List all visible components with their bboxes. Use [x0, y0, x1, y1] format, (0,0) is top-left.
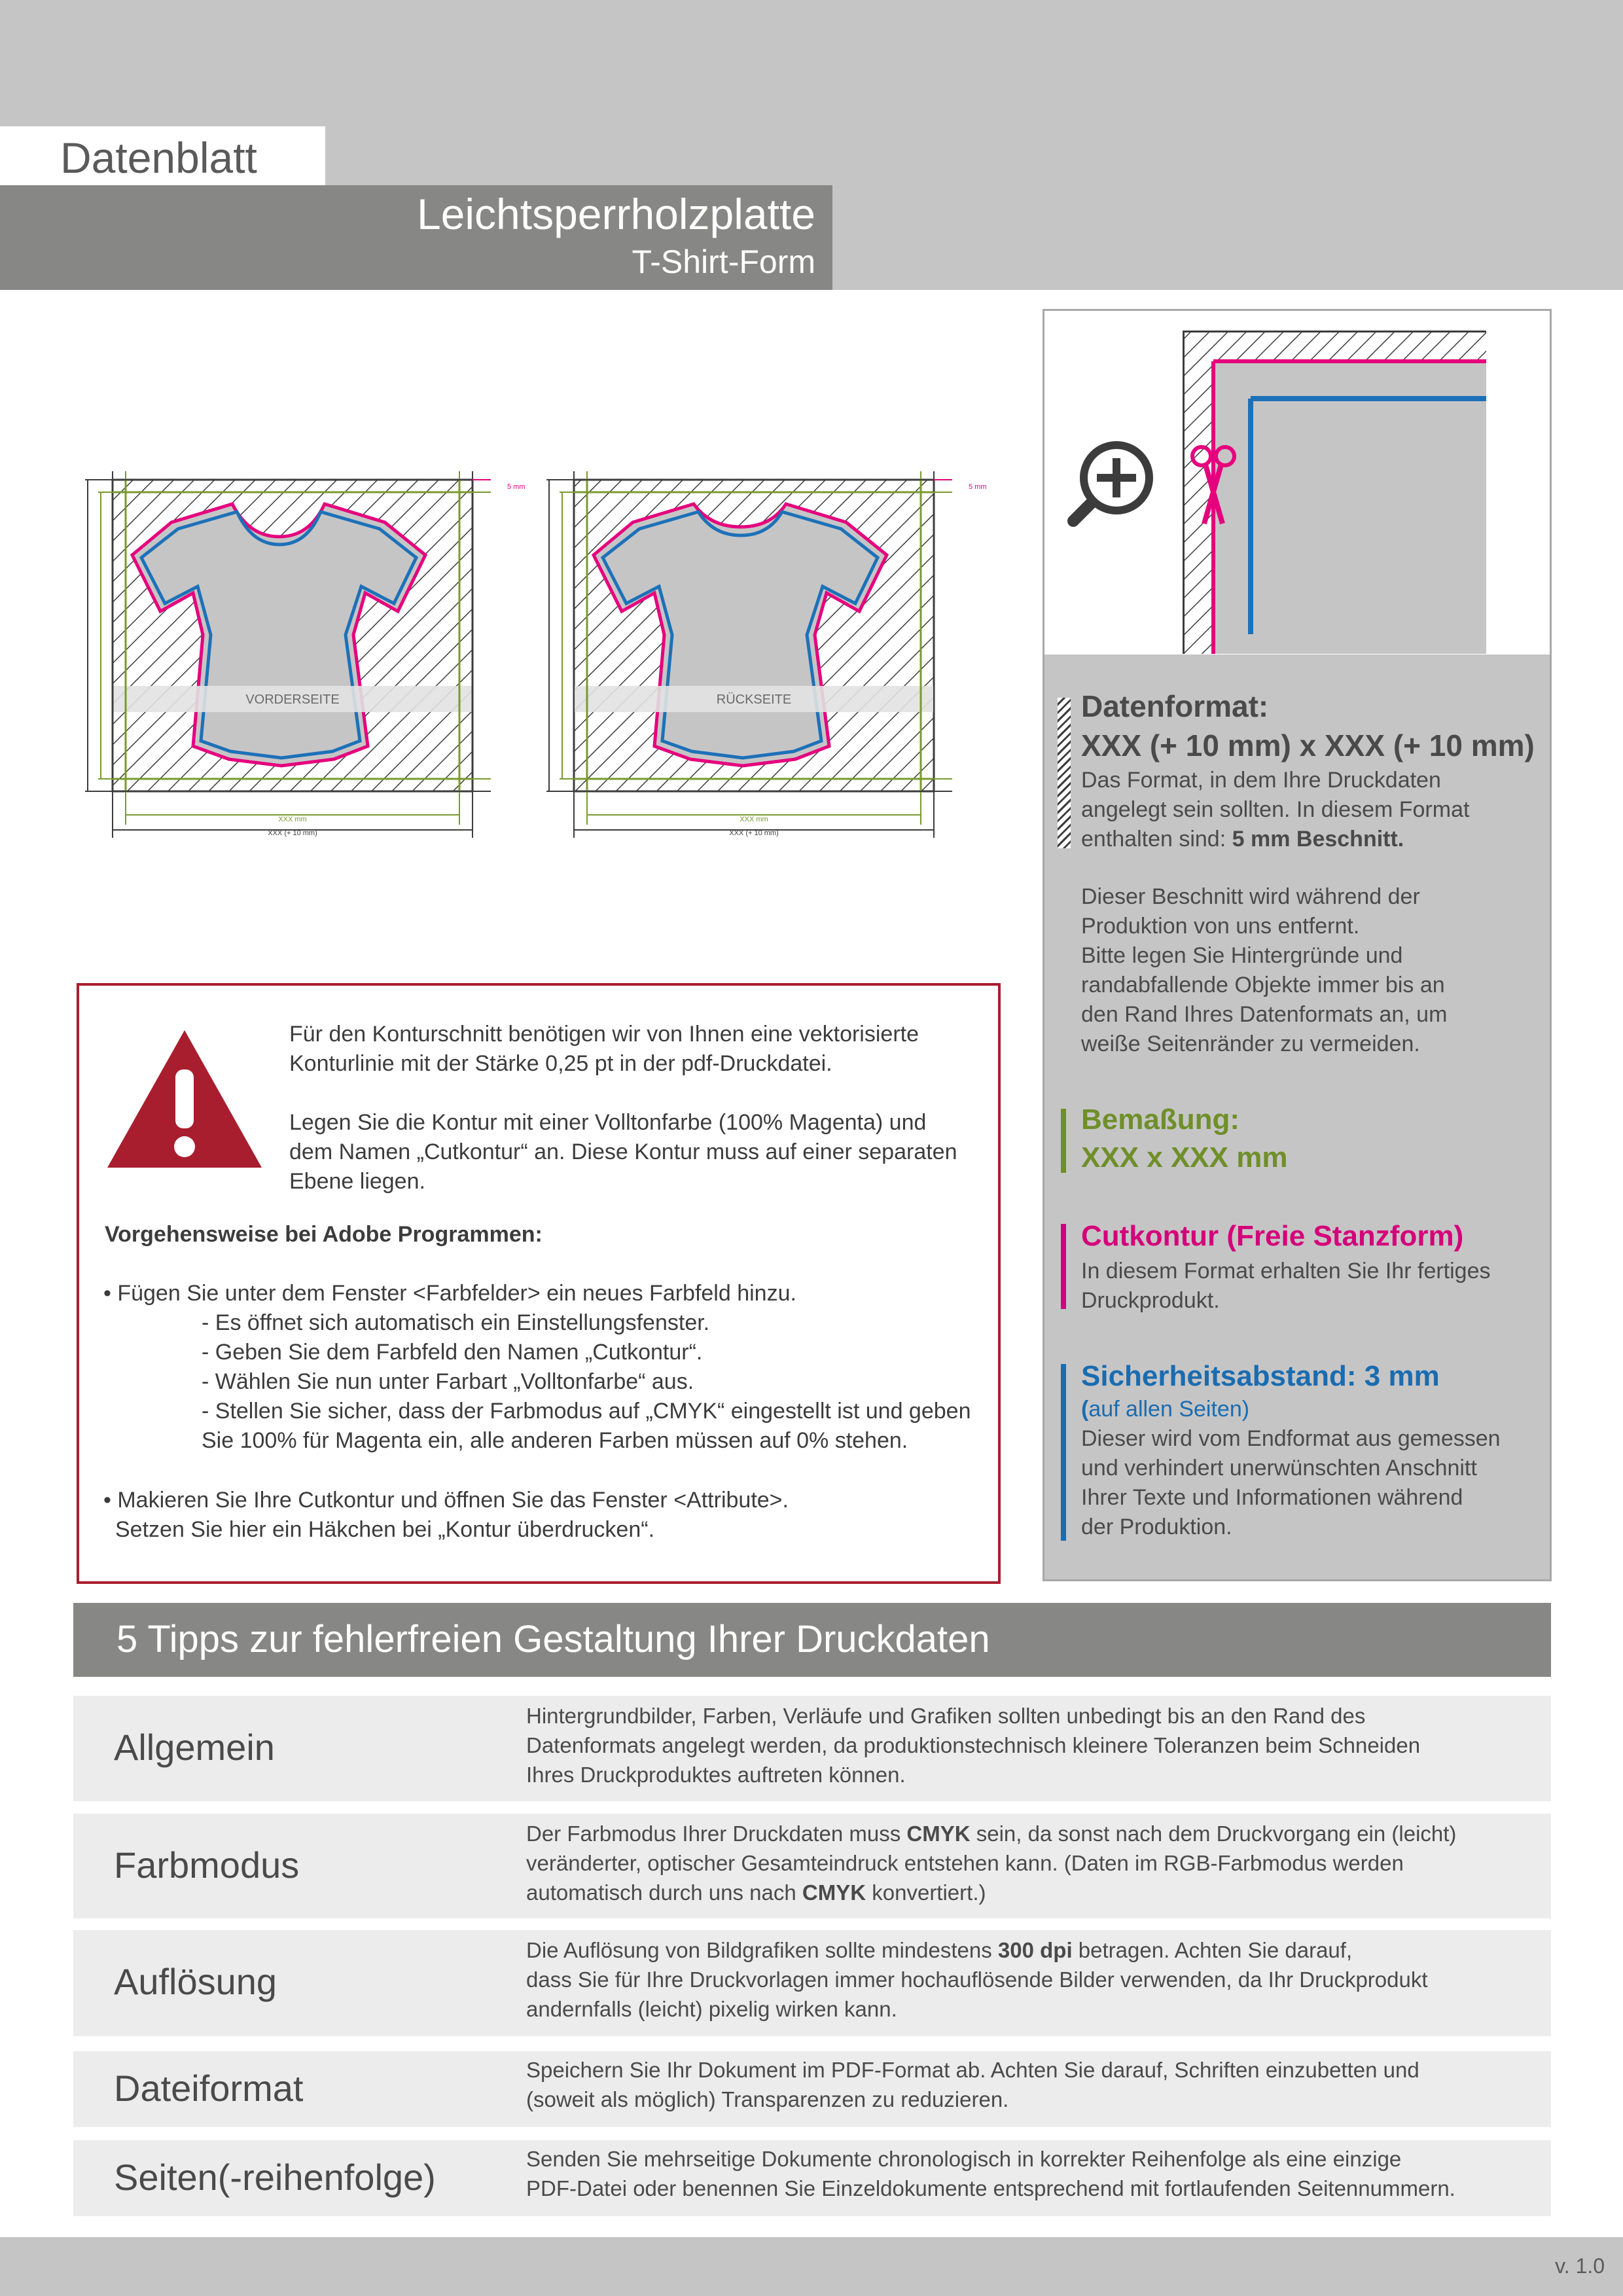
tip-text: Hintergrundbilder, Farben, Verläufe und Grafiken sollten unbedingt bis an den Rand des Datenformats angelegt werden, da produktionstechnisch kleinere Toleranzen beim Schneiden Ihres Druckproduktes auftreten können.: [526, 1704, 1421, 1787]
warning-intro: Für den Konturschnitt benötigen wir von Ihnen eine vektorisierte Konturlinie mit der Stärke 0,25 pt in der pdf-Druckdatei. Legen Sie die Kontur mit einer Volltonfarbe (100% Magenta) und dem Namen „Cutkontur“ an. Diese Kontur muss auf einer separaten Ebene liegen.: [289, 1022, 957, 1194]
datenformat-note: Dieser Beschnitt wird während der Produktion von uns entfernt. Bitte legen Sie Hintergründe und randabfallende Objekte immer bis an den Rand Ihres Datenformats an, um weiße Seitenränder zu vermeiden.: [1081, 884, 1448, 1056]
front-bleed-label: 5 mm: [507, 483, 526, 491]
tip-label: Seiten(-reihenfolge): [114, 2157, 436, 2198]
front-dim-outer: XXX (+ 10 mm): [268, 829, 317, 837]
document-type-tag: [0, 126, 325, 185]
tips-header: [73, 1603, 1551, 1677]
cutkontur-marker: [1061, 1224, 1066, 1309]
tip-label: Auflösung: [114, 1961, 277, 2002]
tshirt-template-diagram: [72, 439, 1027, 844]
tip-label: Farbmodus: [114, 1844, 300, 1886]
tip-label: Dateiformat: [114, 2068, 304, 2109]
page-title: Leichtsperrholzplatte: [416, 190, 815, 238]
back-bleed-label: 5 mm: [969, 483, 987, 491]
bemassung-title: Bemaßung:: [1081, 1103, 1240, 1136]
sicherheit-title: Sicherheitsabstand: 3 mm: [1081, 1360, 1440, 1392]
tip-row-allgemein: [73, 1696, 1551, 1801]
back-dim-outer: XXX (+ 10 mm): [729, 829, 779, 837]
version-label: v. 1.0: [1555, 2254, 1605, 2278]
tip-row-dateiformat: [73, 2051, 1551, 2127]
datenformat-value: XXX (+ 10 mm) x XXX (+ 10 mm): [1081, 728, 1535, 762]
datenformat-description: Das Format, in dem Ihre Druckdaten angelegt sein sollten. In diesem Format enthalten sind: 5 mm Beschnitt.: [1081, 768, 1470, 852]
back-dim-inner: XXX mm: [740, 816, 768, 823]
tip-text: Senden Sie mehrseitige Dokumente chronologisch in korrekter Reihenfolge als eine einzige PDF-Datei oder benennen Sie Einzeldokumente entsprechend mit fortlaufenden Seitennummern.: [526, 2147, 1455, 2200]
tip-label: Allgemein: [114, 1727, 275, 1768]
front-side-label: VORDERSEITE: [245, 692, 340, 707]
tips-title: 5 Tipps zur fehlerfreien Gestaltung Ihrer Druckdaten: [116, 1618, 990, 1660]
tip-row-seiten: [73, 2140, 1551, 2216]
warning-substeps: - Es öffnet sich automatisch ein Einstellungsfenster. - Geben Sie dem Farbfeld den Namen „Cutkontur“. - Wählen Sie nun unter Farbart „Volltonfarbe“ aus. - Stellen Sie sicher, dass der Farbmodus auf „CMYK“ eingestellt ist und geben Sie 100% für Magenta ein, alle anderen Farben müssen auf 0% stehen.: [202, 1310, 971, 1453]
footer-band: [0, 2237, 1623, 2296]
warning-icon: [105, 1028, 264, 1170]
tip-text: Der Farbmodus Ihrer Druckdaten muss CMYK sein, da sonst nach dem Druckvorgang ein (leicht) veränderter, optischer Gesamteindruck entstehen kann. (Daten im RGB-Farbmodus werden automatisch durch uns nach CMYK konvertiert.): [526, 1821, 1457, 1905]
document-type-label: Datenblatt: [60, 134, 257, 182]
datenformat-hatch-marker: [1058, 698, 1071, 848]
datenformat-title: Datenformat:: [1081, 689, 1269, 723]
tip-row-aufloesung: [73, 1930, 1551, 2036]
warning-heading: Vorgehensweise bei Adobe Programmen:: [105, 1222, 543, 1247]
warning-step-2: • Makieren Sie Ihre Cutkontur und öffnen Sie das Fenster <Attribute>. Setzen Sie hier ein Häkchen bei „Kontur überdrucken“.: [103, 1488, 789, 1542]
tip-row-farbmodus: [73, 1814, 1551, 1918]
cutkontur-description: In diesem Format erhalten Sie Ihr fertiges Druckprodukt.: [1081, 1259, 1491, 1313]
cutkontur-title: Cutkontur (Freie Stanzform): [1081, 1220, 1464, 1252]
tip-text: Die Auflösung von Bildgrafiken sollte mindestens 300 dpi betragen. Achten Sie darauf, dass Sie für Ihre Druckvorlagen immer hochauflösende Bilder verwenden, da Ihr Druckprodukt andernfalls (leicht) pixelig wirken kann.: [526, 1938, 1428, 2021]
title-block: [0, 185, 832, 290]
bemassung-marker: [1061, 1109, 1066, 1173]
sicherheit-description: (auf allen Seiten) Dieser wird vom Endformat aus gemessen und verhindert unerwünschten Anschnitt Ihrer Texte und Informationen während der Produktion.: [1081, 1397, 1501, 1539]
sicherheit-marker: [1061, 1364, 1066, 1541]
tip-text: Speichern Sie Ihr Dokument im PDF-Format ab. Achten Sie darauf, Schriften einzubetten und (soweit als möglich) Transparenzen zu reduzieren.: [526, 2058, 1419, 2111]
magnifier-plus-icon: [1073, 445, 1149, 521]
back-template: [546, 471, 987, 838]
page-subtitle: T-Shirt-Form: [632, 243, 815, 280]
warning-step-1: • Fügen Sie unter dem Fenster <Farbfelder> ein neues Farbfeld hinzu.: [103, 1281, 796, 1306]
zoom-detail-graphic: [1044, 311, 1548, 654]
back-side-label: RÜCKSEITE: [716, 692, 792, 707]
bemassung-value: XXX x XXX mm: [1081, 1141, 1288, 1174]
front-dim-inner: XXX mm: [278, 816, 307, 823]
front-template: [85, 471, 526, 838]
